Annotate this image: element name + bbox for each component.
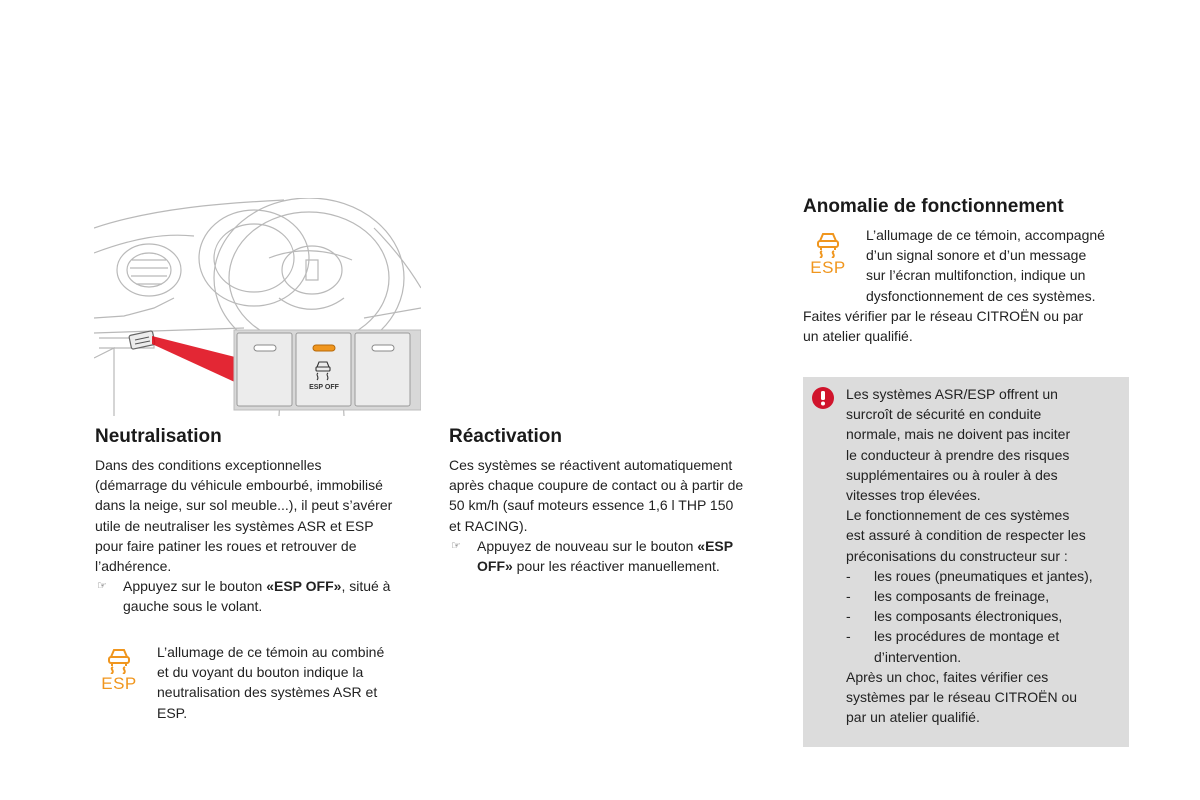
pointing-hand-icon: ☞ [451, 539, 461, 552]
text-line: dans la neige, sur sol meuble...), il peut s’avérer [95, 497, 393, 514]
exclamation-glyph [812, 387, 834, 409]
text-line: l’adhérence. [95, 558, 172, 575]
section-title-anomalie: Anomalie de fonctionnement [803, 196, 1064, 217]
text-line: sur l’écran multifonction, indique un [866, 267, 1086, 284]
anomalie-indented-text [866, 225, 1146, 306]
reactivation-paragraph [449, 455, 789, 576]
neutralisation-note [157, 642, 417, 723]
text-line: par un atelier qualifié. [846, 709, 980, 726]
warning-text [846, 384, 1126, 727]
text-line: pour faire patiner les roues et retrouver de [95, 537, 357, 554]
bullet-text: , situé à [341, 578, 391, 595]
dash-marker: - [846, 567, 851, 584]
text-line: après chaque coupure de contact ou à partir de [449, 477, 744, 494]
text-line: Les systèmes ASR/ESP offrent un [846, 386, 1058, 402]
instruction-bullet [449, 536, 789, 576]
esp-icon-label: ESP [101, 674, 137, 693]
dash-marker: - [846, 588, 851, 605]
pointing-hand-icon: ☞ [97, 580, 107, 593]
bullet-bold-text: OFF» [477, 558, 513, 575]
text-line: utile de neutraliser les systèmes ASR et ESP [95, 517, 374, 534]
text-line: d’un signal sonore et d’un message [866, 247, 1087, 264]
instruction-bullet [95, 576, 435, 616]
bullet-text: Appuyez sur le bouton [123, 578, 267, 595]
text-line: vitesses trop élevées. [846, 487, 981, 504]
text-line: L’allumage de ce témoin au combiné [157, 644, 385, 660]
text-line: (démarrage du véhicule embourbé, immobilisé [95, 477, 383, 494]
text-line: systèmes par le réseau CITROËN ou [846, 689, 1078, 706]
car-skid-icon [812, 230, 844, 258]
bullet-bold-text: «ESP [697, 537, 734, 554]
text-line: préconisations du constructeur sur : [846, 547, 1068, 564]
text-line: dysfonctionnement de ces systèmes. [866, 287, 1096, 304]
list-item [846, 586, 1126, 606]
text-line: et du voyant du bouton indique la [157, 664, 364, 681]
bullet-text: Appuyez de nouveau sur le bouton [477, 537, 698, 554]
dash-marker: - [846, 628, 851, 645]
text-line: un atelier qualifié. [803, 328, 913, 345]
list-item [846, 606, 1126, 626]
text-line: Faites vérifier par le réseau CITROËN ou par [803, 308, 1084, 324]
list-item-text: les procédures de montage et [874, 628, 1060, 645]
neutralisation-paragraph [95, 455, 435, 617]
list-item-text: les composants électroniques, [874, 608, 1063, 625]
text-line: et RACING). [449, 517, 528, 534]
text-line: Ces systèmes se réactivent automatiquement [449, 457, 733, 473]
esp-warning-light-icon [810, 230, 846, 280]
dash-marker: - [846, 608, 851, 625]
esp-warning-light-icon [101, 646, 137, 696]
car-skid-icon [103, 646, 135, 674]
bullet-bold-text: «ESP OFF» [266, 578, 342, 595]
bullet-text: pour les réactiver manuellement. [512, 558, 720, 575]
dashboard-drawing [94, 198, 421, 416]
text-line: surcroît de sécurité en conduite [846, 406, 1042, 423]
text-line: Dans des conditions exceptionnelles [95, 457, 322, 473]
text-line: le conducteur à prendre des risques [846, 446, 1070, 463]
list-item-text: d’intervention. [874, 648, 962, 665]
esp-off-button-label: ESP OFF [309, 384, 339, 391]
text-line: Le fonctionnement de ces systèmes [846, 507, 1070, 524]
text-line: Après un choc, faites vérifier ces [846, 668, 1049, 685]
section-title-reactivation: Réactivation [449, 426, 562, 447]
text-line: supplémentaires ou à rouler à des [846, 466, 1058, 483]
bullet-text: gauche sous le volant. [123, 598, 263, 615]
anomalie-text [803, 306, 1143, 346]
text-line: neutralisation des systèmes ASR et [157, 684, 378, 701]
esp-icon-label: ESP [810, 258, 846, 277]
list-item-continuation [846, 647, 1126, 667]
list-item [846, 626, 1126, 646]
text-line: est assuré à condition de respecter les [846, 527, 1086, 544]
section-title-neutralisation: Neutralisation [95, 426, 222, 447]
text-line: normale, mais ne doivent pas inciter [846, 426, 1071, 443]
text-line: ESP. [157, 704, 188, 721]
list-item-text: les composants de freinage, [874, 588, 1050, 605]
text-line: 50 km/h (sauf moteurs essence 1,6 l THP 150 [449, 497, 734, 514]
exclamation-icon [812, 387, 834, 409]
dashboard-illustration [94, 198, 421, 416]
text-line: L’allumage de ce témoin, accompagné [866, 227, 1105, 243]
recommendation-list [846, 566, 1126, 667]
list-item [846, 566, 1126, 586]
list-item-text: les roues (pneumatiques et jantes), [874, 567, 1093, 584]
